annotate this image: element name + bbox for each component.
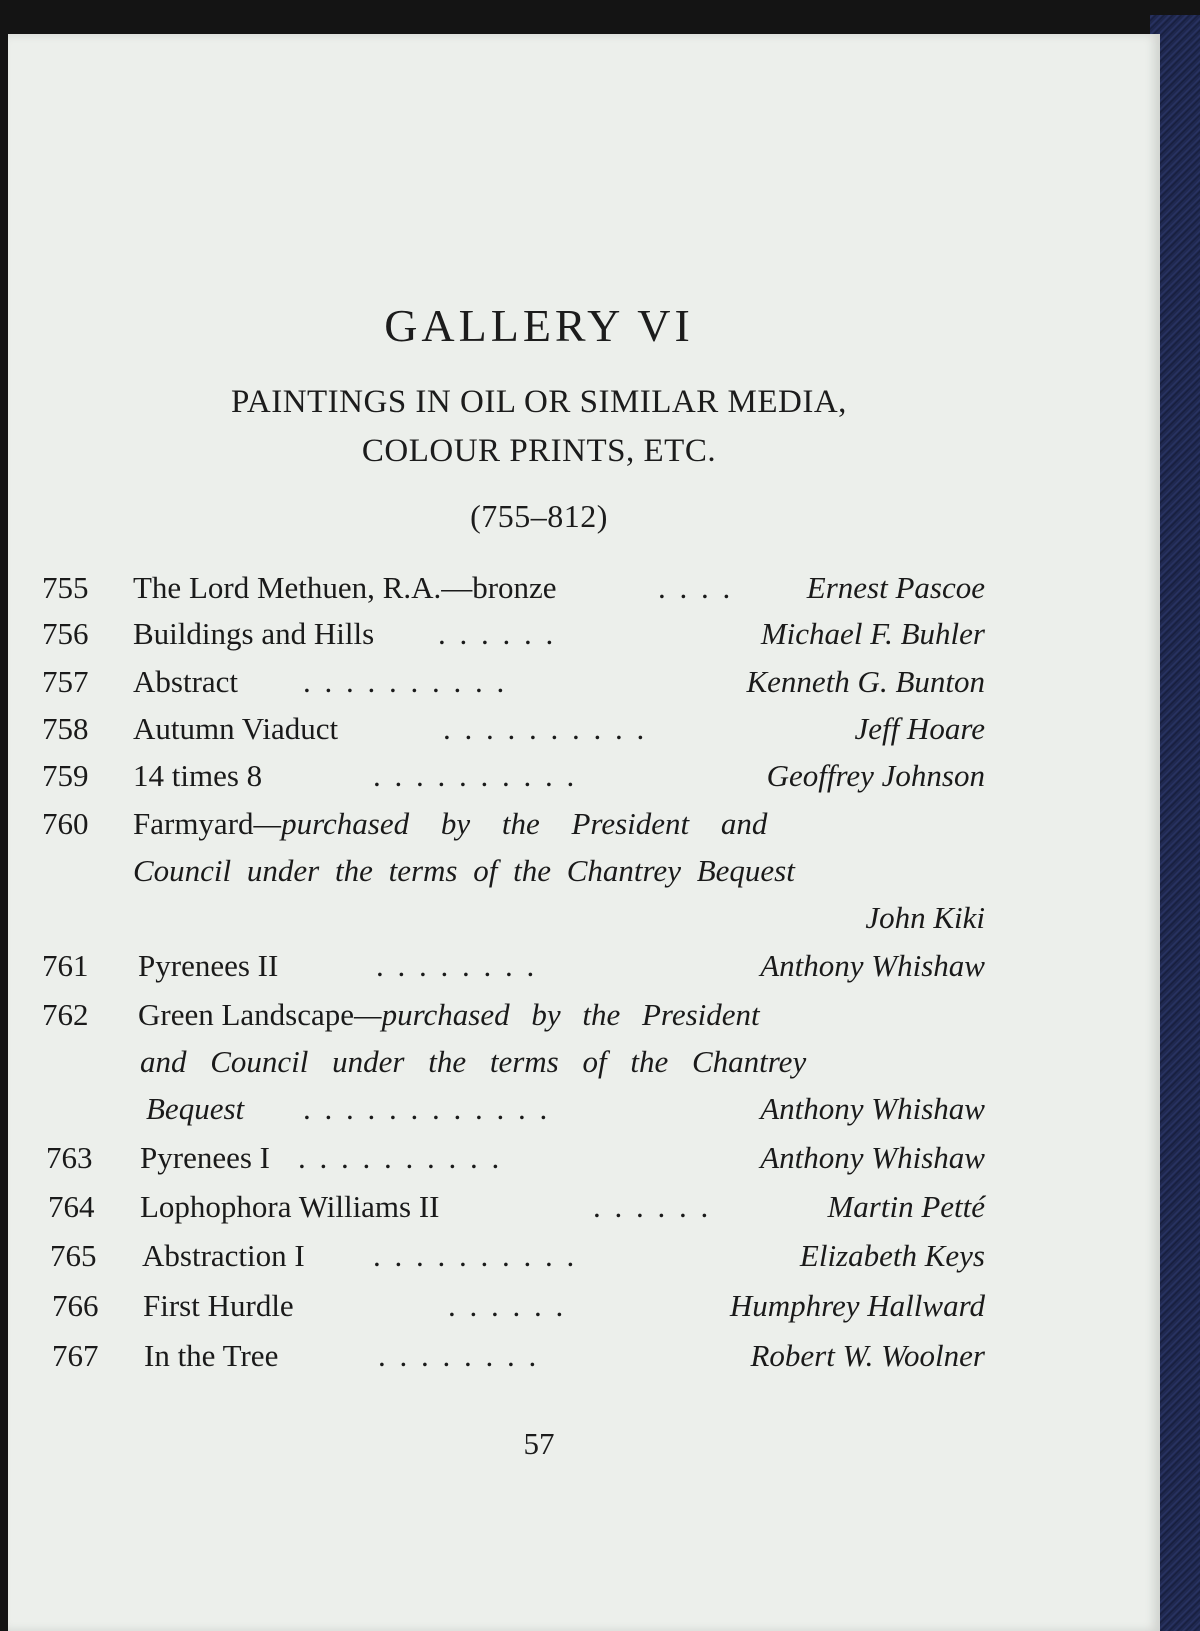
entry-760-continuation [8, 853, 1160, 899]
subtitle-line-2: COLOUR PRINTS, ETC. [361, 433, 717, 469]
entry-artist: Humphrey Hallward [729, 1288, 985, 1323]
entry-number: 763 [46, 1140, 93, 1175]
entry-title [133, 806, 767, 842]
entry-762-continuation [8, 1044, 1160, 1090]
leader-dots: . . . . . . [448, 1288, 567, 1323]
entry-note-continuation: Council under the terms of the Chantrey Bequest [133, 853, 795, 888]
entry-number: 756 [42, 616, 89, 651]
leader-dots: . . . . . . [438, 616, 557, 651]
entry-artist: Martin Petté [827, 1189, 985, 1224]
entry-760-artist-line [8, 900, 1160, 946]
entry-title: First Hurdle [143, 1288, 294, 1323]
entry-755 [8, 570, 1160, 616]
entry-762-artist-line [8, 1091, 1160, 1137]
entry-number: 762 [42, 997, 89, 1032]
entry-artist: Anthony Whishaw [760, 948, 985, 983]
entry-title: Buildings and Hills [133, 616, 375, 651]
entry-artist: Anthony Whishaw [760, 1091, 985, 1126]
leader-dots: . . . . . . . . . . [303, 664, 508, 699]
entry-number: 755 [42, 570, 89, 605]
entry-note-continuation-2: Bequest [146, 1091, 245, 1126]
entry-number: 759 [42, 758, 89, 793]
entry-artist: Jeff Hoare [854, 711, 985, 746]
entry-756 [8, 616, 1160, 662]
leader-dots: . . . . . . [593, 1189, 712, 1224]
entry-762 [8, 997, 1160, 1043]
entry-761 [8, 948, 1160, 994]
leader-dots: . . . . . . . . . . [373, 758, 578, 793]
entry-758 [8, 711, 1160, 757]
entry-number: 760 [42, 806, 89, 841]
leader-dots: . . . . . . . . . . . . [303, 1091, 551, 1126]
entry-765 [8, 1238, 1160, 1284]
gallery-title: GALLERY VI [384, 300, 694, 351]
leader-dots: . . . . [658, 570, 734, 605]
entry-number: 767 [52, 1338, 99, 1373]
entry-number: 766 [52, 1288, 99, 1323]
entry-title-text: Farmyard [133, 806, 254, 841]
entry-artist: Michael F. Buhler [760, 616, 985, 651]
subtitle-line-1: PAINTINGS IN OIL OR SIMILAR MEDIA, [231, 384, 847, 420]
entry-title: Pyrenees II [138, 948, 279, 983]
entry-757 [8, 664, 1160, 710]
entry-note: —purchased by the President [354, 997, 760, 1032]
entry-760 [8, 806, 1160, 852]
entry-title: Autumn Viaduct [133, 711, 339, 746]
entry-artist: Kenneth G. Bunton [746, 664, 985, 699]
entry-artist: Ernest Pascoe [806, 570, 985, 605]
entry-title: 14 times 8 [133, 758, 263, 793]
entry-763 [8, 1140, 1160, 1186]
catalogue-range: (755–812) [470, 498, 608, 534]
entry-title: Pyrenees I [140, 1140, 270, 1175]
entry-artist: Geoffrey Johnson [766, 758, 985, 793]
entry-note: —purchased by the President and [253, 806, 768, 841]
entry-title: The Lord Methuen, R.A.—bronze [133, 570, 557, 605]
leader-dots: . . . . . . . . . . [298, 1140, 503, 1175]
entry-767 [8, 1338, 1160, 1384]
entry-title: Abstract [133, 664, 239, 699]
leader-dots: . . . . . . . . [378, 1338, 540, 1373]
entry-764 [8, 1189, 1160, 1235]
leader-dots: . . . . . . . . . . [373, 1238, 578, 1273]
entry-artist: Robert W. Woolner [750, 1338, 985, 1373]
entry-number: 758 [42, 711, 89, 746]
entry-number: 757 [42, 664, 89, 699]
entry-title-text: Green Landscape [138, 997, 355, 1032]
entry-title [138, 997, 760, 1033]
entry-766 [8, 1288, 1160, 1334]
entry-artist: Anthony Whishaw [760, 1140, 985, 1175]
entry-artist: John Kiki [865, 900, 985, 935]
catalogue-page [8, 34, 1160, 1631]
leader-dots: . . . . . . . . . . [443, 711, 648, 746]
leader-dots: . . . . . . . . [376, 948, 538, 983]
entry-title: In the Tree [144, 1338, 279, 1373]
entry-759 [8, 758, 1160, 804]
entry-note-continuation: and Council under the terms of the Chantrey [140, 1044, 807, 1079]
entry-number: 765 [50, 1238, 97, 1273]
page-number: 57 [523, 1426, 555, 1461]
entry-title: Lophophora Williams II [140, 1189, 440, 1224]
entry-number: 761 [42, 948, 89, 983]
entry-title: Abstraction I [142, 1238, 305, 1273]
entry-artist: Elizabeth Keys [799, 1238, 985, 1273]
entry-number: 764 [48, 1189, 95, 1224]
